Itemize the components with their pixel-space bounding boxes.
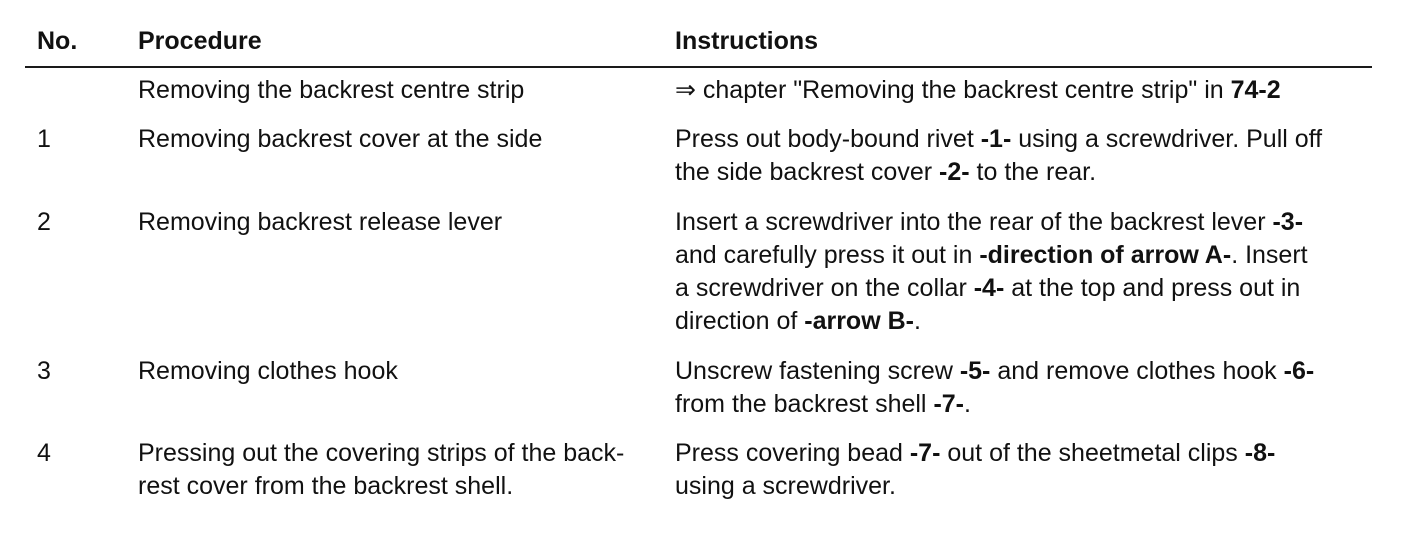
procedure-text [138, 74, 663, 107]
procedure-line: Removing the backrest centre strip [138, 76, 525, 104]
instruction-fragment: using a screwdriver. Pull off [1011, 125, 1323, 153]
row-number: 1 [37, 125, 51, 153]
instructions-text [675, 437, 1375, 503]
instructions-text [675, 206, 1375, 338]
procedure-line: Removing backrest cover at the side [138, 125, 543, 153]
instruction-fragment: . Insert [1231, 241, 1308, 269]
instruction-fragment: Press covering bead [675, 439, 910, 467]
procedure-line: Removing backrest release lever [138, 208, 503, 236]
bold-reference: -3- [1272, 208, 1304, 236]
instruction-line [675, 206, 1375, 239]
instruction-fragment: at the top and press out in [1004, 274, 1301, 302]
instruction-fragment: Unscrew fastening screw [675, 357, 960, 385]
instruction-fragment: and carefully press it out in [675, 241, 980, 269]
instruction-fragment: Insert a screwdriver into the rear of the backrest lever [675, 208, 1273, 236]
bold-reference: -8- [1244, 439, 1276, 467]
procedure-text [138, 206, 663, 239]
instructions-text [675, 74, 1375, 107]
instruction-line [675, 74, 1375, 107]
instruction-fragment: using a screwdriver. [675, 472, 896, 500]
instruction-fragment: . [913, 307, 921, 335]
bold-reference: -7- [933, 390, 964, 418]
bold-reference: -arrow B- [804, 307, 914, 335]
instruction-fragment: . [964, 390, 971, 418]
bold-reference: 74-2 [1230, 76, 1281, 104]
instruction-fragment: the side backrest cover [675, 158, 940, 186]
instruction-line [675, 156, 1375, 189]
instruction-line [675, 305, 1375, 338]
header-instructions: Instructions [675, 27, 819, 55]
procedure-line: Pressing out the covering strips of the back- [138, 439, 625, 467]
bold-reference: -direction of arrow A- [979, 241, 1232, 269]
instruction-line [675, 123, 1375, 156]
procedure-line: rest cover from the backrest shell. [138, 472, 514, 500]
instruction-fragment: from the backrest shell [675, 390, 934, 418]
instruction-fragment: a screwdriver on the collar [675, 274, 974, 302]
instruction-line [675, 437, 1375, 470]
instruction-line [675, 355, 1375, 388]
procedure-text [138, 123, 663, 156]
bold-reference: -6- [1283, 357, 1315, 385]
instruction-line [675, 239, 1375, 272]
bold-reference: -7- [909, 439, 941, 467]
instruction-fragment: ⇒ chapter "Removing the backrest centre strip" in [675, 76, 1231, 104]
header-no: No. [37, 27, 78, 55]
instruction-fragment: and remove clothes hook [990, 357, 1284, 385]
procedure-line: Removing clothes hook [138, 357, 398, 385]
instruction-line [675, 388, 1375, 421]
bold-reference: -4- [973, 274, 1005, 302]
instruction-line [675, 272, 1375, 305]
instructions-text [675, 123, 1375, 189]
row-number: 2 [37, 208, 51, 236]
instruction-fragment: out of the sheetmetal clips [940, 439, 1245, 467]
header-rule [25, 66, 1372, 68]
procedure-text [138, 437, 663, 503]
procedure-text [138, 355, 663, 388]
instruction-fragment: Press out body-bound rivet [675, 125, 981, 153]
bold-reference: -5- [959, 357, 991, 385]
instructions-text [675, 355, 1375, 421]
bold-reference: -2- [939, 158, 970, 186]
row-number: 3 [37, 357, 51, 385]
row-number: 4 [37, 439, 51, 467]
instruction-line [675, 470, 1375, 503]
bold-reference: -1- [980, 125, 1012, 153]
instruction-fragment: to the rear. [969, 158, 1097, 186]
instruction-fragment: direction of [675, 307, 805, 335]
header-procedure: Procedure [138, 27, 262, 55]
